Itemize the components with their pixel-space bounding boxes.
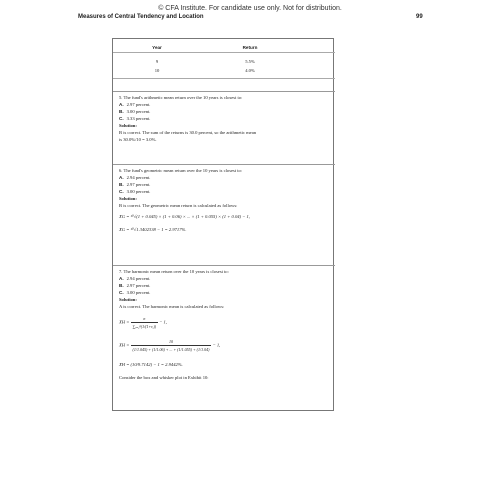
option-c: C. 3.33 percent. bbox=[119, 116, 151, 121]
harmonic-mean-formula: X̄H = $\frac{n}{\text{∑ᵢ₌₁ⁿ(1/(1+rᵢ))}}$ − 1, bbox=[119, 316, 167, 329]
divider bbox=[113, 91, 335, 92]
solution-text: B is correct. The sum of the returns is 30.0 percent, so the arithmetic mean bbox=[119, 130, 257, 135]
option-b: B. 2.97 percent. bbox=[119, 283, 151, 288]
harmonic-mean-equation: X̄H = $\frac{10}{(1/1.045) + (1/1.06) + ... + (1/1.055) + (1/1.04)}$ − 1, bbox=[119, 339, 221, 352]
solution-text: is 30.0%/10 = 3.0%. bbox=[119, 137, 157, 142]
question-text: 6. The fund's geometric mean return over the 10 years is closest to: bbox=[119, 168, 243, 173]
question-5 bbox=[119, 94, 331, 143]
divider bbox=[113, 265, 335, 266]
option-a: A. 2.97 percent. bbox=[119, 102, 151, 107]
question-6 bbox=[119, 167, 331, 233]
geometric-mean-result: X̄G = ¹⁰√1.3402338 − 1 = 2.9717%. bbox=[119, 227, 187, 232]
row-return: 5.5% bbox=[245, 59, 255, 64]
table-bottom-rule bbox=[113, 78, 335, 79]
row-year: 10 bbox=[154, 68, 160, 73]
option-a: A. 2.94 percent. bbox=[119, 276, 151, 281]
solution-label: Solution: bbox=[119, 123, 137, 128]
row-year: 9 bbox=[155, 59, 159, 64]
harmonic-mean-result: X̄H = (10/9.7142) − 1 = 2.9442%. bbox=[119, 362, 183, 367]
solution-label: Solution: bbox=[119, 297, 137, 302]
question-7 bbox=[119, 268, 331, 381]
content-frame bbox=[112, 38, 334, 411]
col-year-header: Year bbox=[152, 45, 162, 50]
table-header-rule bbox=[113, 52, 335, 53]
option-a: A. 2.94 percent. bbox=[119, 175, 151, 180]
question-text: 5. The fund's arithmetic mean return over the 10 years is closest to: bbox=[119, 95, 243, 100]
option-b: B. 2.97 percent. bbox=[119, 182, 151, 187]
option-c: C. 3.00 percent. bbox=[119, 189, 151, 194]
divider bbox=[113, 164, 335, 165]
solution-label: Solution: bbox=[119, 196, 137, 201]
col-return-header: Return bbox=[242, 45, 258, 50]
geometric-mean-equation: X̄G = ¹⁰√(1 + 0.045) × (1 + 0.06) × ... × (1 + 0.055) × (1 + 0.04) − 1, bbox=[119, 214, 250, 219]
copyright-notice: © CFA Institute. For candidate use only. Not for distribution. bbox=[158, 5, 342, 12]
solution-text: B is correct. The geometric mean return is calculated as follows: bbox=[119, 203, 238, 208]
section-title: Measures of Central Tendency and Location bbox=[78, 14, 204, 20]
closing-text: Consider the box and whisker plot in Exhibit 10: bbox=[119, 375, 209, 380]
question-text: 7. The harmonic mean return over the 10 years is closest to: bbox=[119, 269, 229, 274]
option-c: C. 3.00 percent. bbox=[119, 290, 151, 295]
page-number: 99 bbox=[416, 14, 423, 20]
solution-text: A is correct. The harmonic mean is calculated as follows: bbox=[119, 304, 225, 309]
option-b: B. 3.00 percent. bbox=[119, 109, 151, 114]
row-return: 4.0% bbox=[245, 68, 255, 73]
